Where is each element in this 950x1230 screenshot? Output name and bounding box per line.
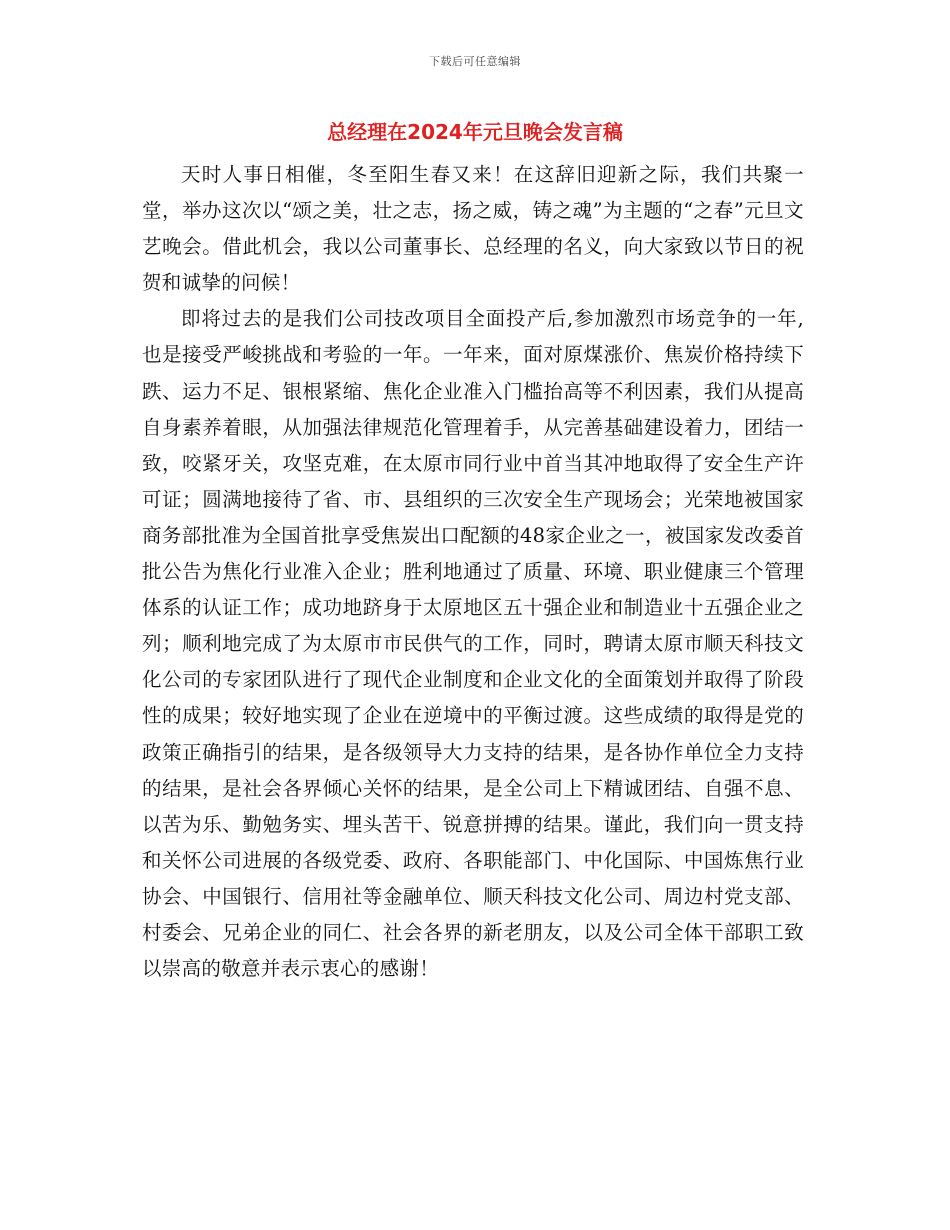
paragraph-greeting: 天时人事日相催，冬至阳生春又来！在这辞旧迎新之际，我们共聚一堂，举办这次以“颂之美，壮之志，扬之威，铸之魂”为主题的“之春”元旦文艺晚会。借此机会，我以公司董事长、总经理的名义，向大家致以节日的祝贺和诚挚的问候！ [142,163,804,295]
document-body [142,157,804,987]
paragraph-review: 即将过去的是我们公司技改项目全面投产后,参加激烈市场竞争的一年,也是接受严峻挑战和考验的一年。一年来，面对原煤涨价、焦炭价格持续下跌、运力不足、银根紧缩、焦化企业准入门槛抬高等不利因素，我们从提高自身素养着眼，从加强法律规范化管理着手，从完善基础建设着力，团结一致，咬紧牙关，攻坚克难，在太原市同行业中首当其冲地取得了安全生产许可证；圆满地接待了省、市、县组织的三次安全生产现场会；光荣地被国家商务部批准为全国首批享受焦炭出口配额的48家企业之一，被国家发改委首批公告为焦化行业准入企业；胜利地通过了质量、环境、职业健康三个管理体系的认证工作；成功地跻身于太原地区五十强企业和制造业十五强企业之列；顺利地完成了为太原市市民供气的工作，同时，聘请太原市顺天科技文化公司的专家团队进行了现代企业制度和企业文化的全面策划并取得了阶段性的成果；较好地实现了企业在逆境中的平衡过渡。这些成绩的取得是党的政策正确指引的结果，是各级领导大力支持的结果，是各协作单位全力支持的结果，是社会各界倾心关怀的结果，是全公司上下精诚团结、自强不息、以苦为乐、勤勉务实、埋头苦干、锐意拼搏的结果。谨此，我们向一贯支持和关怀公司进展的各级党委、政府、各职能部门、中化国际、中国炼焦行业协会、中国银行、信用社等金融单位、顺天科技文化公司、周边村党支部、村委会、兄弟企业的同仁、社会各界的新老朋友，以及公司全体干部职工致以崇高的敬意并表示衷心的感谢！ [142,307,804,981]
page-header-note: 下载后可任意编辑 [429,55,521,68]
document-title: 总经理在2024年元旦晚会发言稿 [327,120,623,144]
